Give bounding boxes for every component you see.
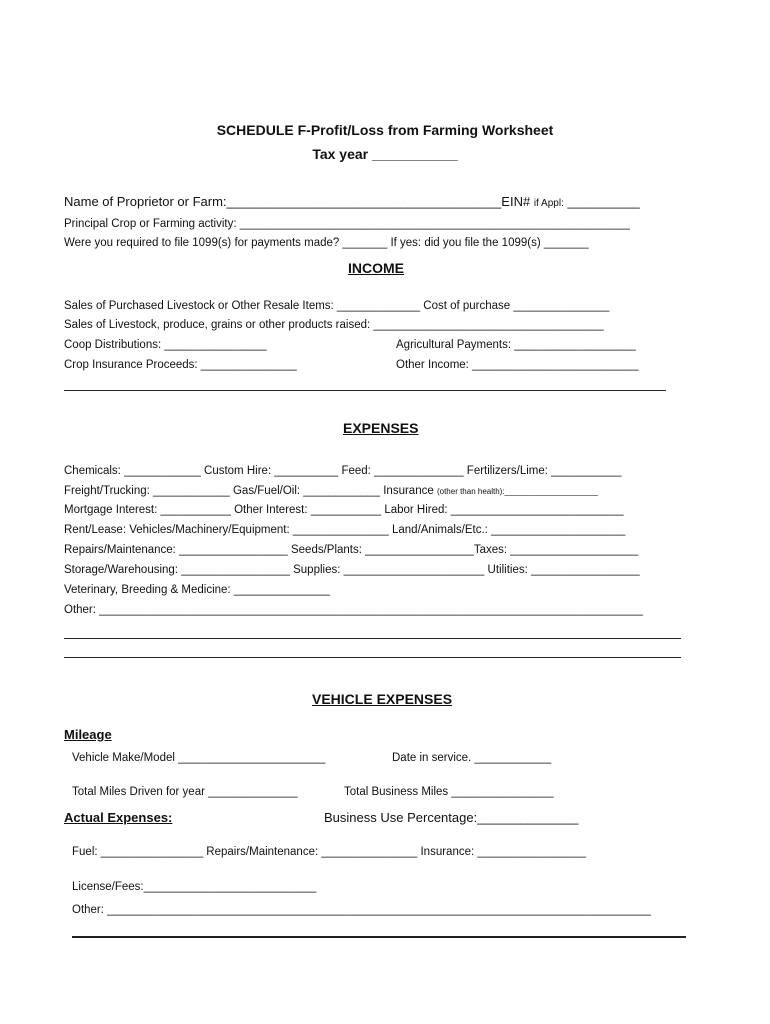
- expenses-heading: EXPENSES: [343, 420, 419, 436]
- expense-row-chemicals[interactable]: Chemicals: ____________ Custom Hire: __________ Feed: ______________ Fertilizers/Lime: ___________: [64, 465, 622, 477]
- expense-row-other[interactable]: Other: _____________________________________________________________________________________: [64, 604, 643, 616]
- vehicle-blank-line[interactable]: [72, 936, 686, 938]
- expense-row-repairs[interactable]: Repairs/Maintenance: _________________ Seeds/Plants: _________________Taxes: ____________________: [64, 544, 639, 556]
- insurance-field[interactable]: _____________________: [504, 487, 598, 496]
- income-divider: [64, 390, 666, 391]
- income-heading: INCOME: [348, 260, 404, 276]
- expense-row-veterinary[interactable]: Veterinary, Breeding & Medicine: _______________: [64, 584, 330, 596]
- coop-distributions-field[interactable]: Coop Distributions: ________________: [64, 339, 267, 351]
- principal-crop-line[interactable]: Principal Crop or Farming activity: _____________________________________________________________: [64, 218, 630, 230]
- ein-label: EIN#: [501, 194, 531, 209]
- vehicle-fuel-row[interactable]: Fuel: ________________ Repairs/Maintenance: _______________ Insurance: _________________: [72, 846, 587, 858]
- form-title: SCHEDULE F-Profit/Loss from Farming Worksheet: [216, 122, 554, 138]
- income-livestock-line[interactable]: Sales of Livestock, produce, grains or other products raised: ____________________________________: [64, 319, 604, 331]
- date-in-service-field[interactable]: Date in service. ____________: [392, 752, 552, 764]
- actual-expenses-subheading: Actual Expenses:: [64, 810, 173, 825]
- insurance-note: (other than health):: [436, 487, 505, 496]
- business-use-percentage-field[interactable]: Business Use Percentage:______________: [324, 810, 579, 825]
- expense-row-freight[interactable]: [64, 484, 598, 499]
- mileage-subheading: Mileage: [64, 727, 112, 742]
- tax-year-field[interactable]: Tax year ___________: [312, 146, 458, 162]
- expense-blank-line[interactable]: [64, 657, 681, 658]
- vehicle-expenses-heading: VEHICLE EXPENSES: [312, 691, 453, 707]
- expense-row-rent[interactable]: Rent/Lease: Vehicles/Machinery/Equipment: _______________ Land/Animals/Etc.: _____________________: [64, 524, 626, 536]
- proprietor-line: [64, 194, 640, 212]
- crop-insurance-field[interactable]: Crop Insurance Proceeds: _______________: [64, 359, 297, 371]
- name-label: Name of Proprietor or Farm:: [64, 194, 227, 209]
- agricultural-payments-field[interactable]: Agricultural Payments: ___________________: [396, 339, 636, 351]
- freight-text: Freight/Trucking: ____________ Gas/Fuel/Oil: ____________ Insurance: [64, 485, 434, 497]
- business-miles-field[interactable]: Total Business Miles ________________: [344, 786, 554, 798]
- name-field[interactable]: ______________________________________: [226, 194, 502, 209]
- vehicle-make-field[interactable]: Vehicle Make/Model _______________________: [72, 752, 326, 764]
- vehicle-other-field[interactable]: Other: _____________________________________________________________________________________: [72, 904, 651, 916]
- income-resale-line[interactable]: Sales of Purchased Livestock or Other Resale Items: _____________ Cost of purchase _______________: [64, 300, 610, 312]
- other-income-field[interactable]: Other Income: __________________________: [396, 359, 639, 371]
- expense-row-mortgage[interactable]: Mortgage Interest: ___________ Other Interest: ___________ Labor Hired: ___________________________: [64, 504, 624, 516]
- expense-row-storage[interactable]: Storage/Warehousing: _________________ Supplies: ______________________ Utilities: _________________: [64, 564, 640, 576]
- expense-blank-line[interactable]: [64, 638, 681, 639]
- form-1099-question[interactable]: Were you required to file 1099(s) for payments made? _______ If yes: did you file the 1099(s) _______: [64, 237, 589, 249]
- ein-note: if Appl:: [533, 198, 564, 209]
- total-miles-field[interactable]: Total Miles Driven for year ______________: [72, 786, 298, 798]
- license-fees-field[interactable]: License/Fees:___________________________: [72, 881, 317, 893]
- ein-field[interactable]: __________: [567, 194, 640, 209]
